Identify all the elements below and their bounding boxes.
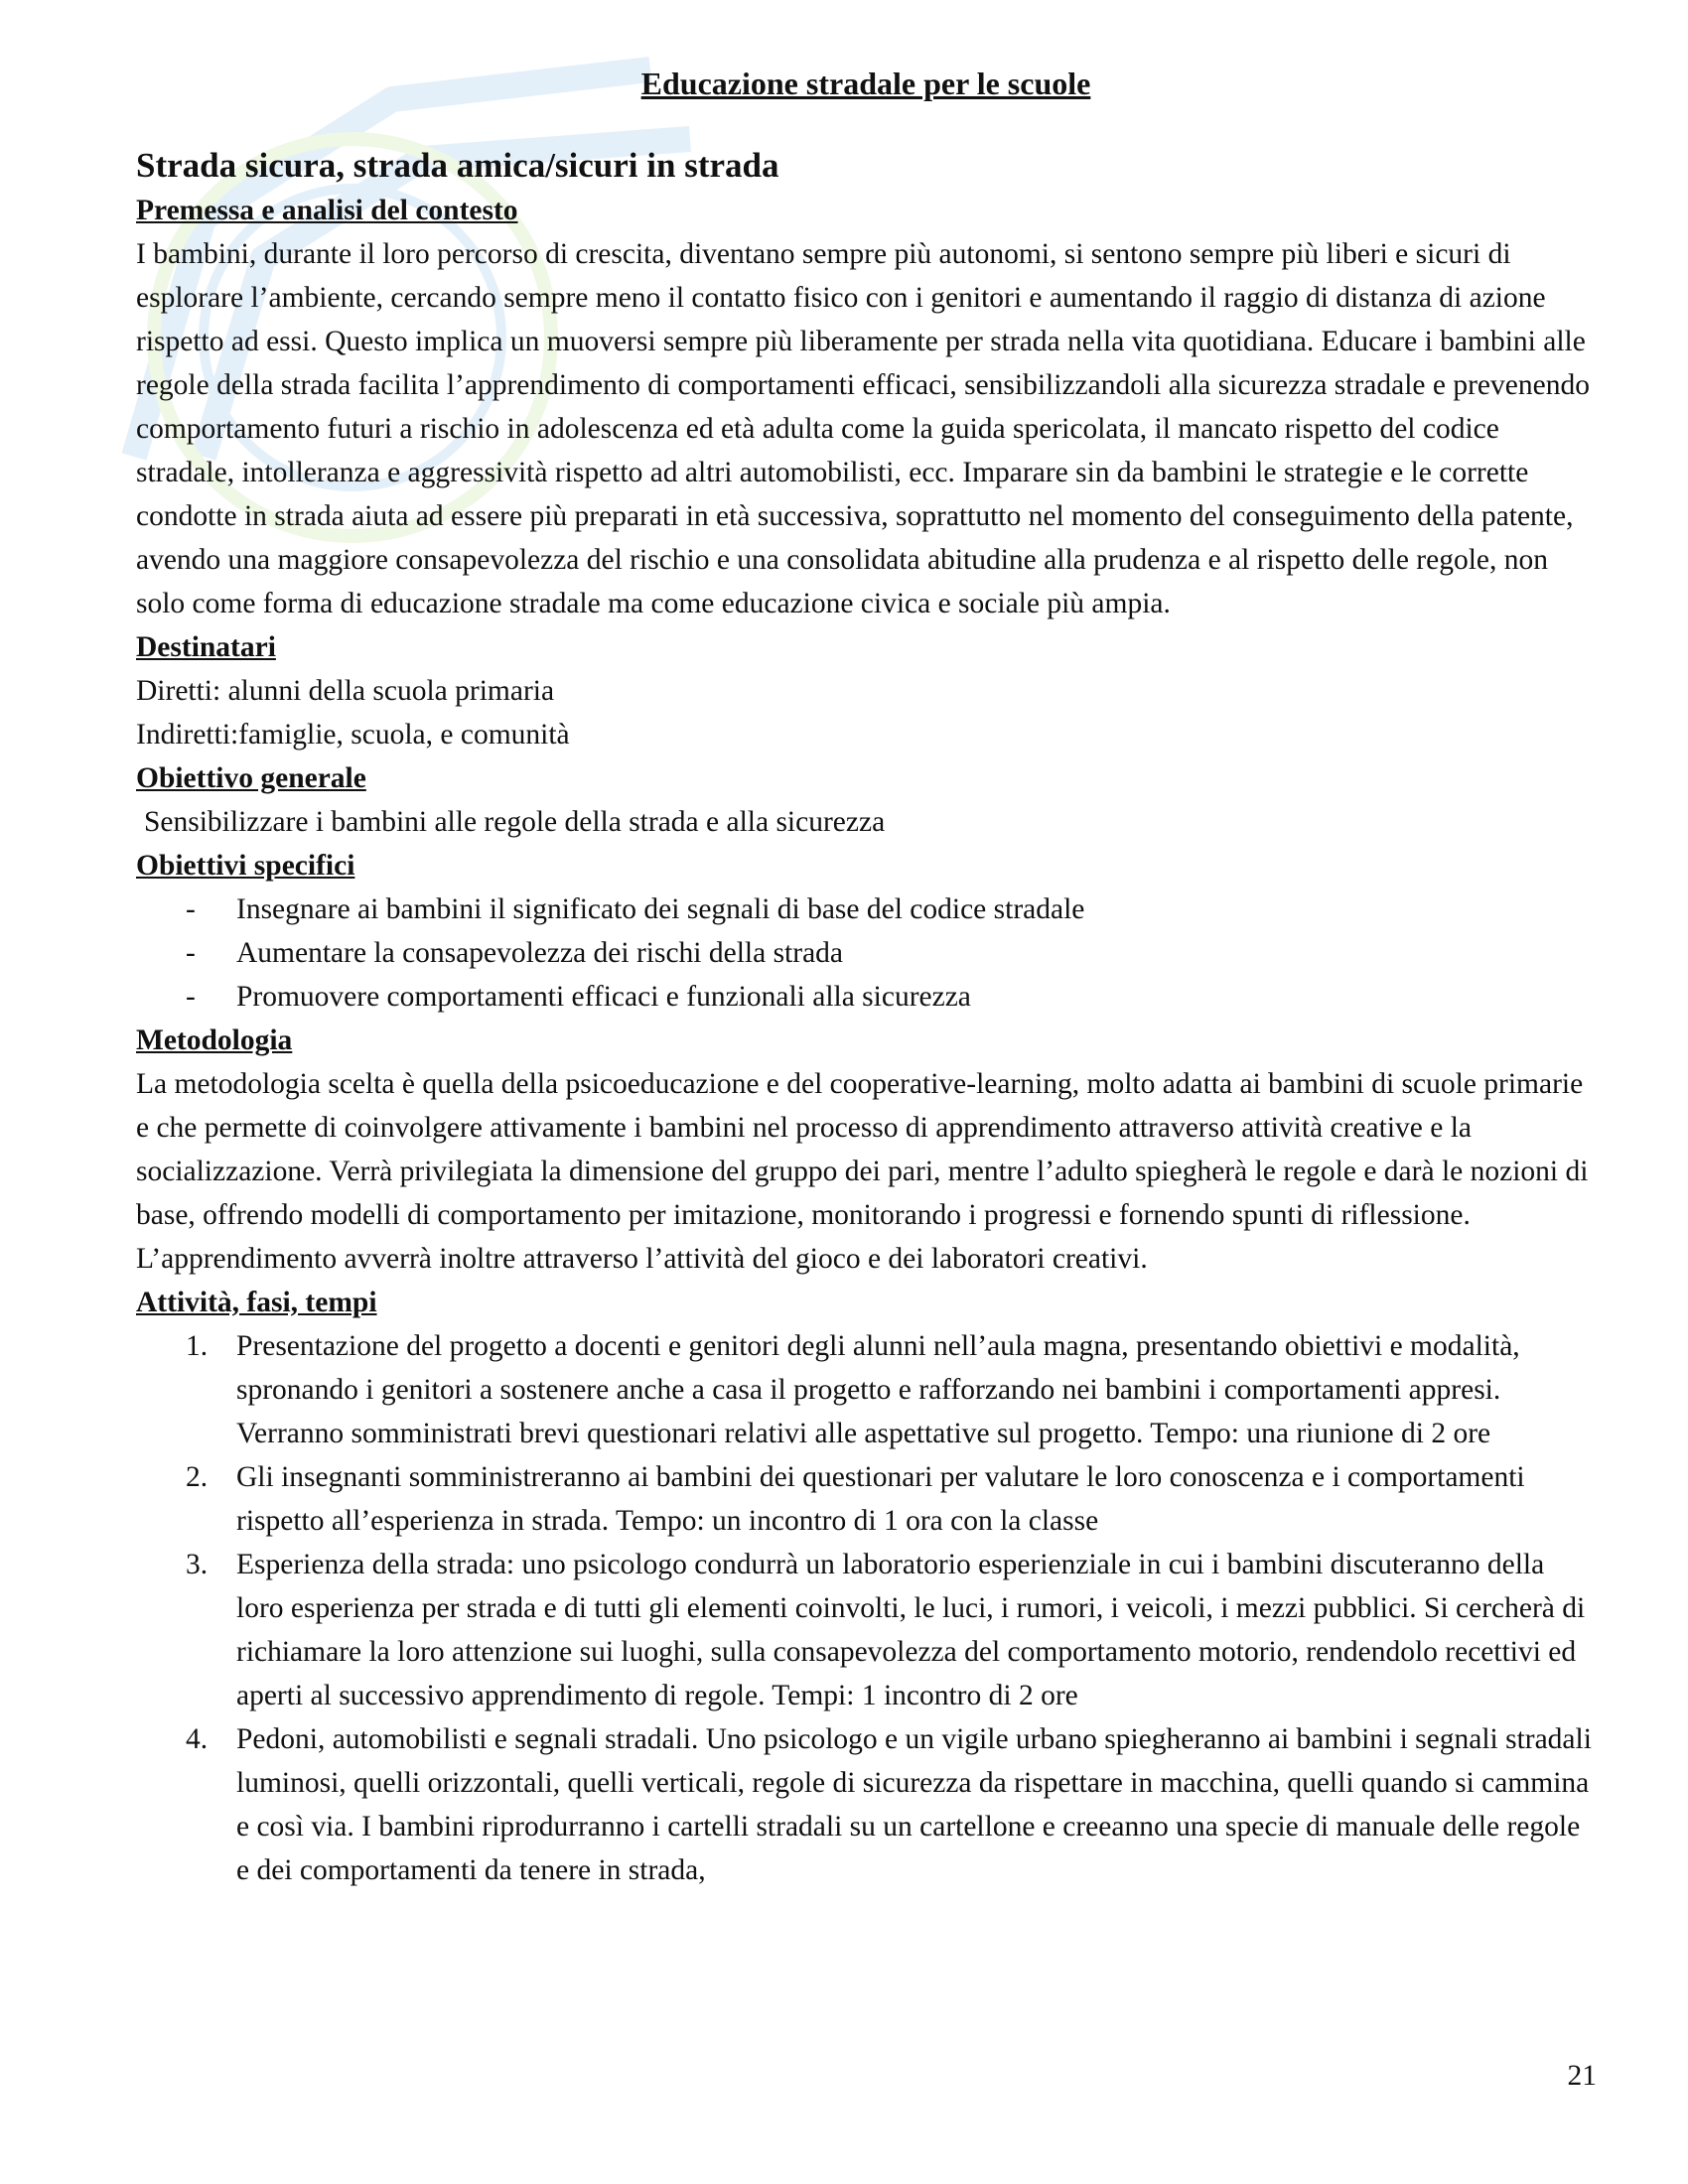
obiettivo-generale-body: Sensibilizzare i bambini alle regole della strada e alla sicurezza — [144, 806, 886, 838]
list-item-number: 2. — [186, 1461, 209, 1493]
destinatari-indiretti: Indiretti:famiglie, scuola, e comunità — [136, 719, 570, 751]
list-item — [136, 1717, 1596, 1892]
list-item-text: Pedoni, automobilisti e segnali stradali. Uno psicologo e un vigile urbano spiegheranno ai bambini i segnali stradali luminosi, quelli orizzontali, quelli verticali, regole di sicurezza da rispettare in macchina, quelli quando si cammina e così via. I bambini riprodurranno i cartelli stradali su un cartellone e creeanno una specie di manuale delle regole e dei comportamenti da tenere in strada, — [236, 1723, 1592, 1886]
dash-bullet: - — [186, 981, 196, 1013]
section-title: Strada sicura, strada amica/sicuri in strada — [136, 146, 779, 185]
destinatari-diretti: Diretti: alunni della scuola primaria — [136, 675, 555, 707]
dash-bullet: - — [186, 937, 196, 969]
list-item-text: Aumentare la consapevolezza dei rischi della strada — [236, 937, 844, 969]
list-item — [136, 887, 1596, 931]
list-item-text: Esperienza della strada: uno psicologo condurrà un laboratorio esperienziale in cui i bambini discuteranno della loro esperienza per strada e di tutti gli elementi coinvolti, le luci, i rumori, i veicoli, i mezzi pubblici. Si cercherà di richiamare la loro attenzione sui luoghi, sulla consapevolezza del comportamento motorio, rendendolo recettivi ed aperti al successivo apprendimento di regole. Tempi: 1 incontro di 2 ore — [236, 1549, 1586, 1711]
list-item-text: Gli insegnanti somministreranno ai bambini dei questionari per valutare le loro conoscenza e i comportamenti rispetto all’esperienza in strada. Tempo: un incontro di 1 ora con la classe — [236, 1461, 1525, 1537]
premessa-heading: Premessa e analisi del contesto — [136, 195, 518, 226]
document-title: Educazione stradale per le scuole — [640, 66, 1091, 101]
list-item — [136, 1324, 1596, 1455]
list-item-number: 1. — [186, 1330, 209, 1362]
list-item — [136, 1543, 1596, 1717]
destinatari-heading: Destinatari — [136, 631, 276, 663]
list-item-text: Presentazione del progetto a docenti e genitori degli alunni nell’aula magna, presentando obiettivi e modalità, spronando i genitori a sostenere anche a casa il progetto e rafforzando nei bambini i comportamenti appresi. Verranno somministrati brevi questionari relativi alle aspettative sul progetto. Tempo: una riunione di 2 ore — [236, 1330, 1520, 1449]
metodologia-heading: Metodologia — [136, 1024, 293, 1056]
list-item — [136, 975, 1596, 1019]
obiettivi-specifici-list — [136, 887, 1596, 1019]
list-item — [136, 931, 1596, 975]
attivita-heading: Attività, fasi, tempi — [136, 1287, 377, 1318]
attivita-list — [136, 1324, 1596, 1892]
list-item-text: Promuovere comportamenti efficaci e funzionali alla sicurezza — [236, 981, 971, 1013]
metodologia-body: La metodologia scelta è quella della psicoeducazione e del cooperative-learning, molto adatta ai bambini di scuole primarie e che permette di coinvolgere attivamente i bambini nel processo di apprendimento attraverso attività creative e la socializzazione. Verrà privilegiata la dimensione del gruppo dei pari, mentre l’adulto spiegherà le regole e darà le nozioni di base, offrendo modelli di comportamento per imitazione, monitorando i progressi e fornendo spunti di riflessione. L’apprendimento avverrà inoltre attraverso l’attività del gioco e dei laboratori creativi. — [136, 1068, 1589, 1275]
list-item-text: Insegnare ai bambini il significato dei segnali di base del codice stradale — [236, 893, 1085, 925]
dash-bullet: - — [186, 893, 196, 925]
obiettivi-specifici-heading: Obiettivi specifici — [136, 850, 355, 882]
document-page — [136, 58, 1596, 1892]
premessa-body: I bambini, durante il loro percorso di crescita, diventano sempre più autonomi, si sentono sempre più liberi e sicuri di esplorare l’ambiente, cercando sempre meno il contatto fisico con i genitori e aumentando il raggio di distanza di azione rispetto ad essi. Questo implica un muoversi sempre più liberamente per strada nella vita quotidiana. Educare i bambini alle regole della strada facilita l’apprendimento di comportamenti efficaci, sensibilizzandoli alla sicurezza stradale e prevenendo comportamento futuri a rischio in adolescenza ed età adulta come la guida spericolata, il mancato rispetto del codice stradale, intolleranza e aggressività rispetto ad altri automobilisti, ecc. Imparare sin da bambini le strategie e le corrette condotte in strada aiuta ad essere più preparati in età successiva, soprattutto nel momento del conseguimento della patente, avendo una maggiore consapevolezza del rischio e una consolidata abitudine alla prudenza e al rispetto delle regole, non solo come forma di educazione stradale ma come educazione civica e sociale più ampia. — [136, 238, 1590, 619]
list-item — [136, 1455, 1596, 1543]
obiettivo-generale-heading: Obiettivo generale — [136, 762, 366, 794]
list-item-number: 3. — [186, 1549, 209, 1580]
list-item-number: 4. — [186, 1723, 209, 1755]
page-number: 21 — [1567, 2060, 1597, 2092]
